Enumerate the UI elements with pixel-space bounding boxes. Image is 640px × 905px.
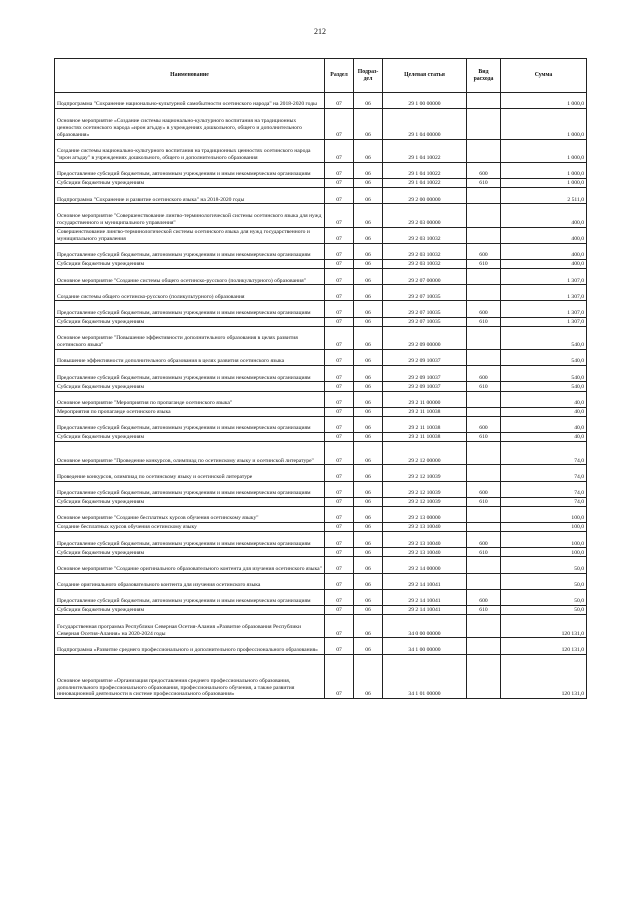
cell-sum: 120 131,0 xyxy=(501,615,587,638)
cell-name: Основное мероприятие "Создание системы общего осетинско-русского (поликультурного) образования" xyxy=(55,269,325,285)
cell-kind: 600 xyxy=(467,366,501,382)
cell-subsection: 06 xyxy=(354,391,383,407)
cell-subsection: 06 xyxy=(354,204,383,227)
cell-kind: 600 xyxy=(467,243,501,259)
cell-name: Основное мероприятие "Проведение конкурсов, олимпиад по осетинскому языку и осетинской литературе" xyxy=(55,442,325,465)
cell-section: 07 xyxy=(325,442,354,465)
cell-name: Субсидии бюджетным учреждениям xyxy=(55,179,325,188)
table-row xyxy=(55,204,587,227)
cell-section: 07 xyxy=(325,326,354,349)
cell-subsection: 06 xyxy=(354,442,383,465)
cell-sum: 40,0 xyxy=(501,407,587,416)
table-row xyxy=(55,350,587,366)
cell-sum: 1 000,0 xyxy=(501,139,587,162)
cell-target: 29 2 09 00000 xyxy=(383,326,467,349)
cell-sum: 540,0 xyxy=(501,382,587,391)
header-target: Целевая статья xyxy=(383,59,467,93)
cell-kind xyxy=(467,326,501,349)
cell-subsection: 06 xyxy=(354,326,383,349)
cell-kind: 610 xyxy=(467,605,501,614)
cell-section: 07 xyxy=(325,301,354,317)
cell-section: 07 xyxy=(325,260,354,269)
cell-kind: 600 xyxy=(467,301,501,317)
cell-sum: 1 000,0 xyxy=(501,162,587,178)
table-row xyxy=(55,481,587,497)
table-row xyxy=(55,589,587,605)
cell-target: 29 2 12 00000 xyxy=(383,442,467,465)
header-section: Раздел xyxy=(325,59,354,93)
cell-subsection: 06 xyxy=(354,654,383,699)
cell-kind: 600 xyxy=(467,589,501,605)
cell-section: 07 xyxy=(325,93,354,109)
header-subsection: Подраз-дел xyxy=(354,59,383,93)
cell-kind xyxy=(467,139,501,162)
cell-section: 07 xyxy=(325,109,354,139)
cell-name: Основное мероприятие "Совершенствование лингво-терминологической системы осетинского языка для нужд государственного и муниципального управления" xyxy=(55,204,325,227)
table-row xyxy=(55,301,587,317)
cell-name: Предоставление субсидий бюджетным, автономным учреждениям и иным некоммерческим организациям xyxy=(55,589,325,605)
cell-section: 07 xyxy=(325,433,354,442)
cell-kind: 610 xyxy=(467,179,501,188)
cell-subsection: 06 xyxy=(354,433,383,442)
cell-target: 29 2 13 10040 xyxy=(383,532,467,548)
page-number: 212 xyxy=(314,27,326,36)
cell-sum: 1 000,0 xyxy=(501,109,587,139)
cell-section: 07 xyxy=(325,382,354,391)
header-kind: Вид расхода xyxy=(467,59,501,93)
cell-subsection: 06 xyxy=(354,615,383,638)
cell-section: 07 xyxy=(325,605,354,614)
cell-subsection: 06 xyxy=(354,548,383,557)
cell-subsection: 06 xyxy=(354,243,383,259)
table-row xyxy=(55,227,587,243)
table-row xyxy=(55,179,587,188)
table-row xyxy=(55,326,587,349)
table-row xyxy=(55,573,587,589)
cell-name: Основное мероприятие "Мероприятия по пропаганде осетинского языка" xyxy=(55,391,325,407)
cell-name: Субсидии бюджетным учреждениям xyxy=(55,548,325,557)
cell-kind xyxy=(467,109,501,139)
cell-sum: 74,0 xyxy=(501,481,587,497)
cell-kind xyxy=(467,204,501,227)
cell-kind xyxy=(467,654,501,699)
cell-target: 29 2 03 10032 xyxy=(383,260,467,269)
cell-section: 07 xyxy=(325,557,354,573)
table-row xyxy=(55,317,587,326)
cell-subsection: 06 xyxy=(354,93,383,109)
cell-sum: 40,0 xyxy=(501,391,587,407)
cell-name: Совершенствование лингво-терминологической системы осетинского языка для нужд государственного и муниципального управления xyxy=(55,227,325,243)
cell-name: Предоставление субсидий бюджетным, автономным учреждениям и иным некоммерческим организациям xyxy=(55,301,325,317)
cell-target: 29 2 11 00000 xyxy=(383,391,467,407)
cell-target: 29 2 14 10041 xyxy=(383,573,467,589)
cell-target: 29 2 03 10032 xyxy=(383,243,467,259)
table-row xyxy=(55,260,587,269)
cell-sum: 50,0 xyxy=(501,573,587,589)
table-row xyxy=(55,532,587,548)
cell-section: 07 xyxy=(325,589,354,605)
table-row xyxy=(55,188,587,204)
cell-sum: 1 307,0 xyxy=(501,317,587,326)
cell-kind: 610 xyxy=(467,497,501,506)
cell-subsection: 06 xyxy=(354,139,383,162)
cell-name: Основное мероприятие "Создание оригинального образовательного контента для изучения осетинского языка" xyxy=(55,557,325,573)
cell-subsection: 06 xyxy=(354,532,383,548)
cell-section: 07 xyxy=(325,654,354,699)
cell-section: 07 xyxy=(325,204,354,227)
cell-section: 07 xyxy=(325,366,354,382)
cell-subsection: 06 xyxy=(354,523,383,532)
cell-kind xyxy=(467,350,501,366)
cell-name: Создание системы национально-культурного воспитания на традиционных ценностях осетинского народа "ирон агъдау" в учреждениях дошкольного, общего и дополнительного образования xyxy=(55,139,325,162)
cell-subsection: 06 xyxy=(354,269,383,285)
table-row xyxy=(55,465,587,481)
table-row xyxy=(55,269,587,285)
cell-sum: 74,0 xyxy=(501,442,587,465)
cell-subsection: 06 xyxy=(354,109,383,139)
cell-name: Субсидии бюджетным учреждениям xyxy=(55,260,325,269)
table-row xyxy=(55,523,587,532)
cell-sum: 1 000,0 xyxy=(501,93,587,109)
cell-subsection: 06 xyxy=(354,227,383,243)
cell-target: 29 2 09 10037 xyxy=(383,350,467,366)
header-name: Наименование xyxy=(55,59,325,93)
cell-target: 29 2 07 10035 xyxy=(383,317,467,326)
cell-subsection: 06 xyxy=(354,407,383,416)
cell-target: 29 2 13 00000 xyxy=(383,506,467,522)
cell-target: 29 1 04 10022 xyxy=(383,162,467,178)
cell-sum: 1 307,0 xyxy=(501,269,587,285)
cell-sum: 100,0 xyxy=(501,506,587,522)
cell-section: 07 xyxy=(325,317,354,326)
cell-name: Повышение эффективности дополнительного образования в целях развития осетинского языка xyxy=(55,350,325,366)
cell-section: 07 xyxy=(325,532,354,548)
cell-subsection: 06 xyxy=(354,301,383,317)
cell-sum: 400,0 xyxy=(501,260,587,269)
cell-kind xyxy=(467,557,501,573)
cell-name: Предоставление субсидий бюджетным, автономным учреждениям и иным некоммерческим организациям xyxy=(55,481,325,497)
cell-name: Основное мероприятие "Создание бесплатных курсов обучения осетинскому языку" xyxy=(55,506,325,522)
cell-target: 29 1 04 10022 xyxy=(383,179,467,188)
cell-kind: 600 xyxy=(467,532,501,548)
cell-section: 07 xyxy=(325,465,354,481)
cell-target: 29 2 12 10039 xyxy=(383,481,467,497)
cell-kind xyxy=(467,615,501,638)
cell-section: 07 xyxy=(325,350,354,366)
cell-sum: 74,0 xyxy=(501,465,587,481)
table-body xyxy=(55,93,587,699)
cell-sum: 1 307,0 xyxy=(501,285,587,301)
cell-section: 07 xyxy=(325,139,354,162)
cell-sum: 540,0 xyxy=(501,350,587,366)
cell-name: Предоставление субсидий бюджетным, автономным учреждениям и иным некоммерческим организациям xyxy=(55,532,325,548)
cell-kind xyxy=(467,523,501,532)
cell-kind xyxy=(467,93,501,109)
cell-name: Субсидии бюджетным учреждениям xyxy=(55,497,325,506)
cell-name: Проведение конкурсов, олимпиад по осетинскому языку и осетинской литературе xyxy=(55,465,325,481)
cell-kind xyxy=(467,442,501,465)
cell-sum: 100,0 xyxy=(501,548,587,557)
cell-target: 29 2 09 10037 xyxy=(383,382,467,391)
cell-name: Основное мероприятие «Организация предоставления среднего профессионального образования, дополнительного профессионального образования, профессионального обучения, а также развития инновационной деятельности в системе профессионального образования» xyxy=(55,654,325,699)
cell-kind xyxy=(467,465,501,481)
cell-section: 07 xyxy=(325,179,354,188)
table-row xyxy=(55,548,587,557)
cell-target: 29 1 04 00000 xyxy=(383,109,467,139)
cell-target: 29 2 00 00000 xyxy=(383,188,467,204)
table-row xyxy=(55,615,587,638)
cell-name: Предоставление субсидий бюджетным, автономным учреждениям и иным некоммерческим организациям xyxy=(55,366,325,382)
cell-subsection: 06 xyxy=(354,179,383,188)
table-row xyxy=(55,162,587,178)
cell-target: 29 2 13 10040 xyxy=(383,523,467,532)
cell-name: Создание системы общего осетинско-русского (поликультурного) образования xyxy=(55,285,325,301)
cell-target: 29 2 13 10040 xyxy=(383,548,467,557)
cell-target: 29 2 09 10037 xyxy=(383,366,467,382)
table-row xyxy=(55,605,587,614)
cell-target: 29 2 14 10041 xyxy=(383,589,467,605)
cell-name: Субсидии бюджетным учреждениям xyxy=(55,433,325,442)
cell-kind xyxy=(467,227,501,243)
table-row xyxy=(55,506,587,522)
table-row xyxy=(55,407,587,416)
cell-target: 34 1 01 00000 xyxy=(383,654,467,699)
cell-kind: 600 xyxy=(467,162,501,178)
cell-subsection: 06 xyxy=(354,317,383,326)
cell-name: Субсидии бюджетным учреждениям xyxy=(55,317,325,326)
cell-section: 07 xyxy=(325,416,354,432)
cell-subsection: 06 xyxy=(354,382,383,391)
cell-subsection: 06 xyxy=(354,589,383,605)
cell-name: Субсидии бюджетным учреждениям xyxy=(55,382,325,391)
cell-kind xyxy=(467,573,501,589)
cell-sum: 50,0 xyxy=(501,589,587,605)
cell-section: 07 xyxy=(325,481,354,497)
table-row xyxy=(55,433,587,442)
cell-section: 07 xyxy=(325,188,354,204)
cell-target: 29 2 03 10032 xyxy=(383,227,467,243)
cell-sum: 400,0 xyxy=(501,204,587,227)
cell-subsection: 06 xyxy=(354,416,383,432)
table-row xyxy=(55,638,587,654)
table-row xyxy=(55,557,587,573)
table-row xyxy=(55,382,587,391)
cell-subsection: 06 xyxy=(354,162,383,178)
cell-section: 07 xyxy=(325,227,354,243)
cell-sum: 540,0 xyxy=(501,366,587,382)
cell-sum: 120 131,0 xyxy=(501,654,587,699)
cell-subsection: 06 xyxy=(354,481,383,497)
cell-target: 34 1 00 00000 xyxy=(383,638,467,654)
cell-subsection: 06 xyxy=(354,260,383,269)
cell-sum: 50,0 xyxy=(501,557,587,573)
table-row xyxy=(55,442,587,465)
cell-kind xyxy=(467,391,501,407)
cell-subsection: 06 xyxy=(354,638,383,654)
cell-target: 29 2 11 10038 xyxy=(383,407,467,416)
cell-section: 07 xyxy=(325,407,354,416)
cell-subsection: 06 xyxy=(354,605,383,614)
cell-sum: 400,0 xyxy=(501,227,587,243)
cell-name: Подпрограмма "Сохранение и развитие осетинского языка" на 2018-2020 годы xyxy=(55,188,325,204)
cell-section: 07 xyxy=(325,638,354,654)
cell-target: 34 0 00 00000 xyxy=(383,615,467,638)
cell-section: 07 xyxy=(325,391,354,407)
cell-target: 29 2 11 10038 xyxy=(383,433,467,442)
cell-name: Субсидии бюджетным учреждениям xyxy=(55,605,325,614)
cell-subsection: 06 xyxy=(354,497,383,506)
header-sum: Сумма xyxy=(501,59,587,93)
cell-name: Предоставление субсидий бюджетным, автономным учреждениям и иным некоммерческим организациям xyxy=(55,162,325,178)
cell-target: 29 2 11 10038 xyxy=(383,416,467,432)
cell-sum: 40,0 xyxy=(501,433,587,442)
cell-kind xyxy=(467,407,501,416)
cell-kind: 600 xyxy=(467,416,501,432)
cell-section: 07 xyxy=(325,548,354,557)
cell-kind: 600 xyxy=(467,481,501,497)
cell-target: 29 2 12 10039 xyxy=(383,497,467,506)
cell-section: 07 xyxy=(325,573,354,589)
cell-name: Основное мероприятие «Создание системы национально-культурного воспитания на традиционных ценностях осетинского народа «ирон агъдау» в учреждениях дошкольного, общего и дополнительного образования» xyxy=(55,109,325,139)
cell-target: 29 1 00 00000 xyxy=(383,93,467,109)
cell-section: 07 xyxy=(325,615,354,638)
cell-name: Создание оригинального образовательного контента для изучения осетинского языка xyxy=(55,573,325,589)
cell-sum: 40,0 xyxy=(501,416,587,432)
cell-target: 29 2 14 10041 xyxy=(383,605,467,614)
cell-kind: 610 xyxy=(467,260,501,269)
cell-name: Мероприятия по пропаганде осетинского языка xyxy=(55,407,325,416)
cell-sum: 50,0 xyxy=(501,605,587,614)
cell-kind xyxy=(467,188,501,204)
table-row xyxy=(55,139,587,162)
cell-subsection: 06 xyxy=(354,188,383,204)
cell-subsection: 06 xyxy=(354,506,383,522)
cell-kind xyxy=(467,506,501,522)
table-row xyxy=(55,93,587,109)
cell-kind: 610 xyxy=(467,317,501,326)
budget-table xyxy=(54,58,587,699)
table-row xyxy=(55,243,587,259)
cell-subsection: 06 xyxy=(354,573,383,589)
cell-sum: 1 307,0 xyxy=(501,301,587,317)
cell-section: 07 xyxy=(325,162,354,178)
cell-section: 07 xyxy=(325,506,354,522)
cell-target: 29 2 07 10035 xyxy=(383,301,467,317)
cell-target: 29 2 07 10035 xyxy=(383,285,467,301)
cell-sum: 120 131,0 xyxy=(501,638,587,654)
cell-sum: 100,0 xyxy=(501,523,587,532)
cell-name: Создание бесплатных курсов обучения осетинскому языку xyxy=(55,523,325,532)
cell-kind: 610 xyxy=(467,548,501,557)
table-row xyxy=(55,391,587,407)
cell-name: Подпрограмма "Сохранение национально-культурной самобытности осетинского народа" на 2018-2020 годы xyxy=(55,93,325,109)
table-row xyxy=(55,497,587,506)
cell-sum: 400,0 xyxy=(501,243,587,259)
cell-kind xyxy=(467,269,501,285)
cell-sum: 1 000,0 xyxy=(501,179,587,188)
cell-sum: 74,0 xyxy=(501,497,587,506)
cell-subsection: 06 xyxy=(354,557,383,573)
cell-section: 07 xyxy=(325,497,354,506)
table-row xyxy=(55,366,587,382)
cell-sum: 100,0 xyxy=(501,532,587,548)
cell-name: Предоставление субсидий бюджетным, автономным учреждениям и иным некоммерческим организациям xyxy=(55,243,325,259)
cell-target: 29 2 14 00000 xyxy=(383,557,467,573)
cell-kind: 610 xyxy=(467,382,501,391)
table-row xyxy=(55,654,587,699)
cell-section: 07 xyxy=(325,243,354,259)
cell-subsection: 06 xyxy=(354,285,383,301)
cell-sum: 2 511,0 xyxy=(501,188,587,204)
cell-subsection: 06 xyxy=(354,366,383,382)
cell-section: 07 xyxy=(325,285,354,301)
table-row xyxy=(55,285,587,301)
cell-kind xyxy=(467,285,501,301)
cell-section: 07 xyxy=(325,523,354,532)
cell-name: Предоставление субсидий бюджетным, автономным учреждениям и иным некоммерческим организациям xyxy=(55,416,325,432)
cell-sum: 540,0 xyxy=(501,326,587,349)
cell-target: 29 2 12 10039 xyxy=(383,465,467,481)
table-row xyxy=(55,109,587,139)
cell-target: 29 2 03 00000 xyxy=(383,204,467,227)
cell-kind xyxy=(467,638,501,654)
table-row xyxy=(55,416,587,432)
cell-target: 29 1 04 10022 xyxy=(383,139,467,162)
table-header-row xyxy=(55,59,587,93)
cell-subsection: 06 xyxy=(354,465,383,481)
cell-section: 07 xyxy=(325,269,354,285)
cell-target: 29 2 07 00000 xyxy=(383,269,467,285)
cell-subsection: 06 xyxy=(354,350,383,366)
cell-name: Государственная программа Республики Северная Осетия-Алания «Развитие образования Республики Северная Осетия-Алания» на 2020-2024 годы xyxy=(55,615,325,638)
cell-name: Основное мероприятие "Повышение эффективности дополнительного образования в целях развития осетинского языка" xyxy=(55,326,325,349)
cell-kind: 610 xyxy=(467,433,501,442)
cell-name: Подпрограмма «Развитие среднего профессионального и дополнительного профессионального образования» xyxy=(55,638,325,654)
